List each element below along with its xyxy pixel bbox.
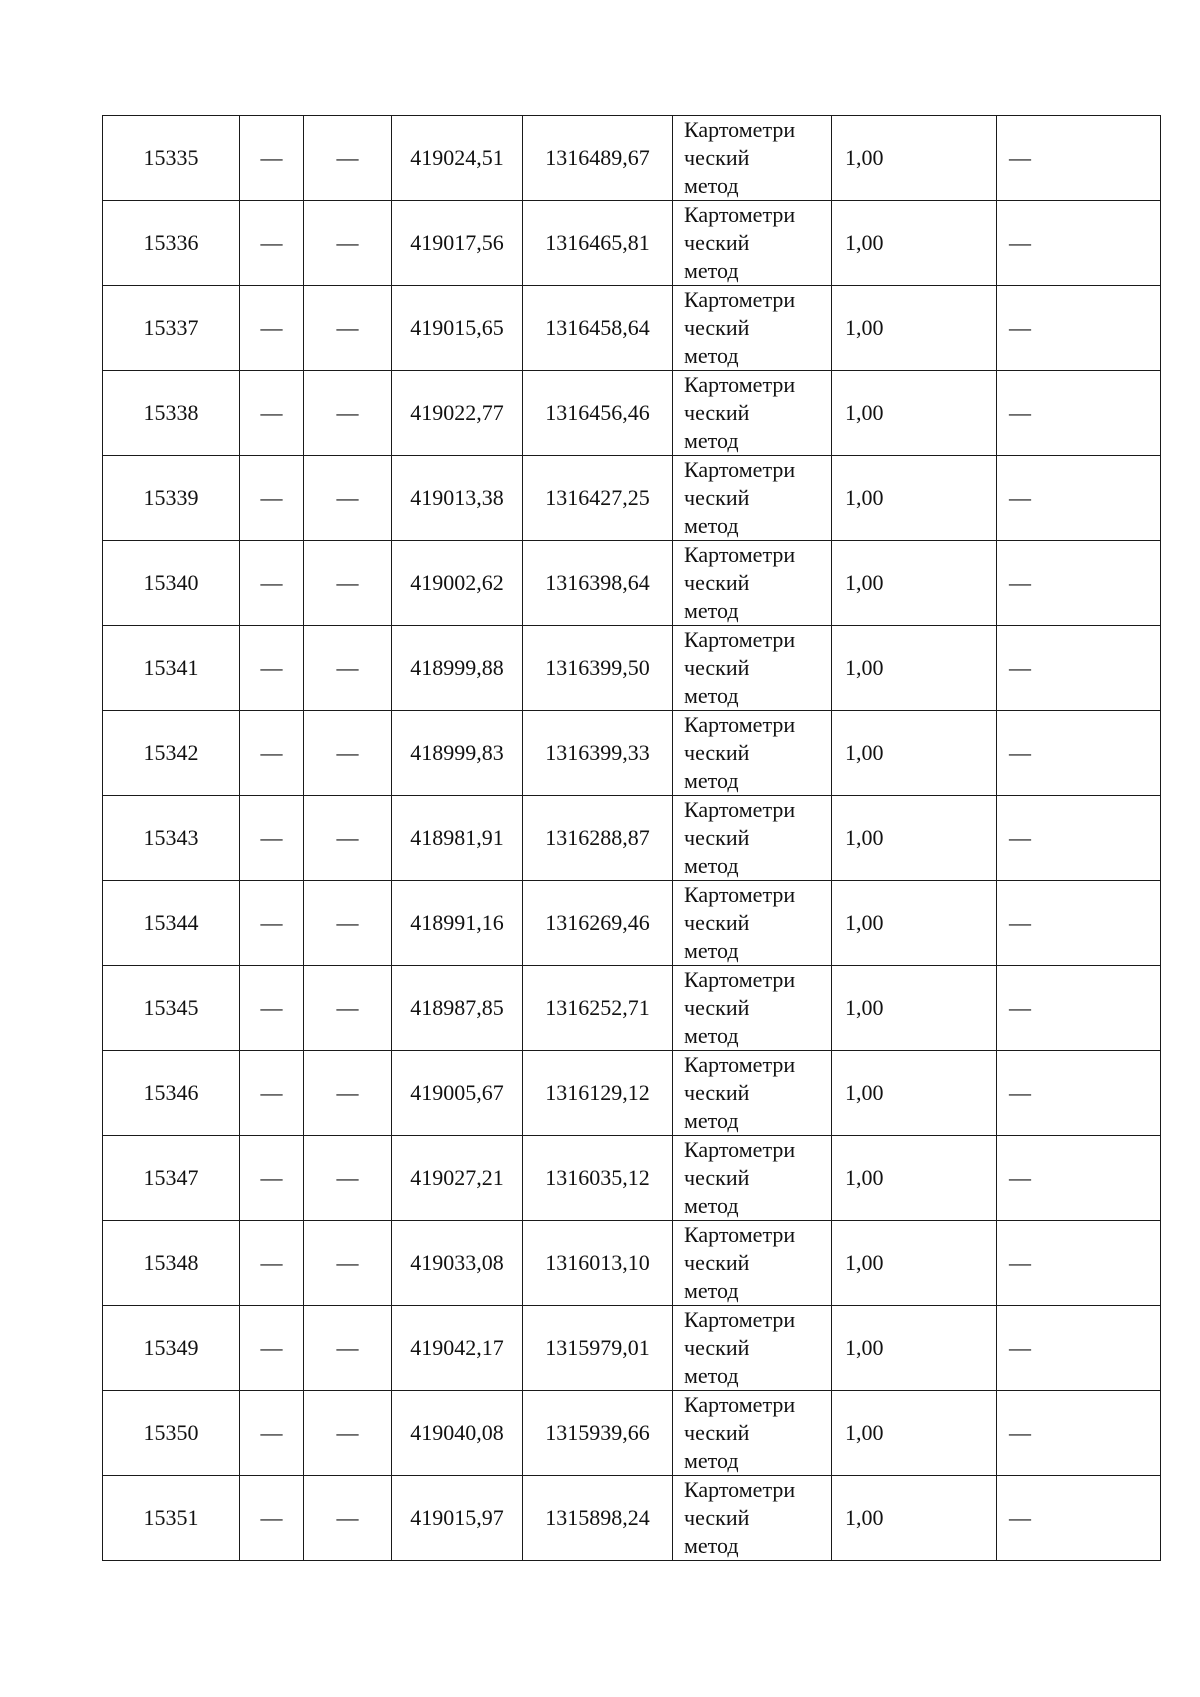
accuracy-cell: 1,00	[832, 796, 997, 881]
table-row	[103, 881, 1161, 966]
table-row	[103, 1051, 1161, 1136]
accuracy-cell: 1,00	[832, 371, 997, 456]
table-row	[103, 1221, 1161, 1306]
point-number-cell: 15347	[103, 1136, 240, 1221]
table-row	[103, 541, 1161, 626]
y-coordinate-cell: 1316489,67	[523, 116, 673, 201]
empty-value-cell: —	[240, 711, 304, 796]
y-coordinate-cell: 1316456,46	[523, 371, 673, 456]
table-body	[103, 116, 1161, 1561]
x-coordinate-cell: 418991,16	[392, 881, 523, 966]
x-coordinate-cell: 419015,65	[392, 286, 523, 371]
empty-value-cell: —	[240, 796, 304, 881]
empty-value-cell: —	[240, 1476, 304, 1561]
point-number-cell: 15335	[103, 116, 240, 201]
empty-value-cell: —	[304, 541, 392, 626]
empty-value-cell: —	[304, 1221, 392, 1306]
y-coordinate-cell: 1316288,87	[523, 796, 673, 881]
empty-value-cell: —	[304, 1306, 392, 1391]
y-coordinate-cell: 1315979,01	[523, 1306, 673, 1391]
table-row	[103, 371, 1161, 456]
empty-value-cell: —	[240, 541, 304, 626]
empty-value-cell: —	[304, 711, 392, 796]
method-cell: Картометри ческий метод	[673, 371, 832, 456]
empty-value-cell: —	[304, 456, 392, 541]
method-cell: Картометри ческий метод	[673, 1391, 832, 1476]
x-coordinate-cell: 419015,97	[392, 1476, 523, 1561]
accuracy-cell: 1,00	[832, 966, 997, 1051]
x-coordinate-cell: 418987,85	[392, 966, 523, 1051]
point-number-cell: 15351	[103, 1476, 240, 1561]
empty-value-cell: —	[240, 286, 304, 371]
empty-value-cell: —	[304, 966, 392, 1051]
accuracy-cell: 1,00	[832, 286, 997, 371]
point-number-cell: 15339	[103, 456, 240, 541]
empty-value-cell: —	[997, 796, 1161, 881]
accuracy-cell: 1,00	[832, 1476, 997, 1561]
method-cell: Картометри ческий метод	[673, 116, 832, 201]
empty-value-cell: —	[304, 881, 392, 966]
table-row	[103, 1306, 1161, 1391]
x-coordinate-cell: 418999,83	[392, 711, 523, 796]
method-cell: Картометри ческий метод	[673, 456, 832, 541]
method-cell: Картометри ческий метод	[673, 1476, 832, 1561]
empty-value-cell: —	[997, 1306, 1161, 1391]
point-number-cell: 15346	[103, 1051, 240, 1136]
table-row	[103, 286, 1161, 371]
table-row	[103, 1476, 1161, 1561]
empty-value-cell: —	[997, 286, 1161, 371]
accuracy-cell: 1,00	[832, 456, 997, 541]
x-coordinate-cell: 419022,77	[392, 371, 523, 456]
x-coordinate-cell: 419005,67	[392, 1051, 523, 1136]
x-coordinate-cell: 419033,08	[392, 1221, 523, 1306]
empty-value-cell: —	[240, 1221, 304, 1306]
accuracy-cell: 1,00	[832, 116, 997, 201]
accuracy-cell: 1,00	[832, 626, 997, 711]
empty-value-cell: —	[997, 1221, 1161, 1306]
point-number-cell: 15342	[103, 711, 240, 796]
empty-value-cell: —	[304, 116, 392, 201]
accuracy-cell: 1,00	[832, 1136, 997, 1221]
y-coordinate-cell: 1316458,64	[523, 286, 673, 371]
y-coordinate-cell: 1316252,71	[523, 966, 673, 1051]
point-number-cell: 15348	[103, 1221, 240, 1306]
point-number-cell: 15344	[103, 881, 240, 966]
method-cell: Картометри ческий метод	[673, 626, 832, 711]
accuracy-cell: 1,00	[832, 541, 997, 626]
table-row	[103, 966, 1161, 1051]
coordinates-table	[102, 115, 1161, 1561]
method-cell: Картометри ческий метод	[673, 711, 832, 796]
method-cell: Картометри ческий метод	[673, 796, 832, 881]
point-number-cell: 15338	[103, 371, 240, 456]
x-coordinate-cell: 419017,56	[392, 201, 523, 286]
accuracy-cell: 1,00	[832, 881, 997, 966]
point-number-cell: 15341	[103, 626, 240, 711]
empty-value-cell: —	[997, 541, 1161, 626]
x-coordinate-cell: 418999,88	[392, 626, 523, 711]
empty-value-cell: —	[997, 116, 1161, 201]
empty-value-cell: —	[997, 1051, 1161, 1136]
accuracy-cell: 1,00	[832, 711, 997, 796]
x-coordinate-cell: 418981,91	[392, 796, 523, 881]
empty-value-cell: —	[304, 1051, 392, 1136]
table-row	[103, 1391, 1161, 1476]
table-row	[103, 1136, 1161, 1221]
x-coordinate-cell: 419013,38	[392, 456, 523, 541]
method-cell: Картометри ческий метод	[673, 1051, 832, 1136]
method-cell: Картометри ческий метод	[673, 286, 832, 371]
y-coordinate-cell: 1316398,64	[523, 541, 673, 626]
method-cell: Картометри ческий метод	[673, 201, 832, 286]
empty-value-cell: —	[997, 966, 1161, 1051]
point-number-cell: 15345	[103, 966, 240, 1051]
table-row	[103, 116, 1161, 201]
empty-value-cell: —	[997, 1476, 1161, 1561]
x-coordinate-cell: 419027,21	[392, 1136, 523, 1221]
y-coordinate-cell: 1316035,12	[523, 1136, 673, 1221]
accuracy-cell: 1,00	[832, 1221, 997, 1306]
point-number-cell: 15350	[103, 1391, 240, 1476]
accuracy-cell: 1,00	[832, 1306, 997, 1391]
point-number-cell: 15349	[103, 1306, 240, 1391]
empty-value-cell: —	[997, 626, 1161, 711]
empty-value-cell: —	[304, 626, 392, 711]
x-coordinate-cell: 419042,17	[392, 1306, 523, 1391]
empty-value-cell: —	[240, 966, 304, 1051]
point-number-cell: 15343	[103, 796, 240, 881]
y-coordinate-cell: 1316465,81	[523, 201, 673, 286]
empty-value-cell: —	[240, 1306, 304, 1391]
empty-value-cell: —	[997, 456, 1161, 541]
empty-value-cell: —	[240, 1051, 304, 1136]
y-coordinate-cell: 1316129,12	[523, 1051, 673, 1136]
point-number-cell: 15340	[103, 541, 240, 626]
x-coordinate-cell: 419002,62	[392, 541, 523, 626]
table-row	[103, 456, 1161, 541]
empty-value-cell: —	[997, 881, 1161, 966]
point-number-cell: 15336	[103, 201, 240, 286]
y-coordinate-cell: 1315939,66	[523, 1391, 673, 1476]
empty-value-cell: —	[240, 456, 304, 541]
x-coordinate-cell: 419040,08	[392, 1391, 523, 1476]
empty-value-cell: —	[304, 1476, 392, 1561]
method-cell: Картометри ческий метод	[673, 541, 832, 626]
accuracy-cell: 1,00	[832, 201, 997, 286]
empty-value-cell: —	[997, 371, 1161, 456]
empty-value-cell: —	[997, 1136, 1161, 1221]
empty-value-cell: —	[997, 201, 1161, 286]
accuracy-cell: 1,00	[832, 1391, 997, 1476]
table-row	[103, 626, 1161, 711]
y-coordinate-cell: 1316013,10	[523, 1221, 673, 1306]
table-row	[103, 711, 1161, 796]
table-row	[103, 796, 1161, 881]
method-cell: Картометри ческий метод	[673, 1136, 832, 1221]
empty-value-cell: —	[304, 201, 392, 286]
table-row	[103, 201, 1161, 286]
method-cell: Картометри ческий метод	[673, 881, 832, 966]
y-coordinate-cell: 1316269,46	[523, 881, 673, 966]
accuracy-cell: 1,00	[832, 1051, 997, 1136]
empty-value-cell: —	[304, 796, 392, 881]
empty-value-cell: —	[240, 1391, 304, 1476]
y-coordinate-cell: 1316399,50	[523, 626, 673, 711]
y-coordinate-cell: 1315898,24	[523, 1476, 673, 1561]
method-cell: Картометри ческий метод	[673, 1221, 832, 1306]
empty-value-cell: —	[240, 201, 304, 286]
empty-value-cell: —	[304, 1136, 392, 1221]
empty-value-cell: —	[304, 286, 392, 371]
empty-value-cell: —	[240, 116, 304, 201]
point-number-cell: 15337	[103, 286, 240, 371]
empty-value-cell: —	[997, 1391, 1161, 1476]
empty-value-cell: —	[304, 1391, 392, 1476]
empty-value-cell: —	[997, 711, 1161, 796]
empty-value-cell: —	[240, 371, 304, 456]
y-coordinate-cell: 1316399,33	[523, 711, 673, 796]
x-coordinate-cell: 419024,51	[392, 116, 523, 201]
empty-value-cell: —	[304, 371, 392, 456]
empty-value-cell: —	[240, 626, 304, 711]
empty-value-cell: —	[240, 1136, 304, 1221]
y-coordinate-cell: 1316427,25	[523, 456, 673, 541]
method-cell: Картометри ческий метод	[673, 1306, 832, 1391]
method-cell: Картометри ческий метод	[673, 966, 832, 1051]
empty-value-cell: —	[240, 881, 304, 966]
